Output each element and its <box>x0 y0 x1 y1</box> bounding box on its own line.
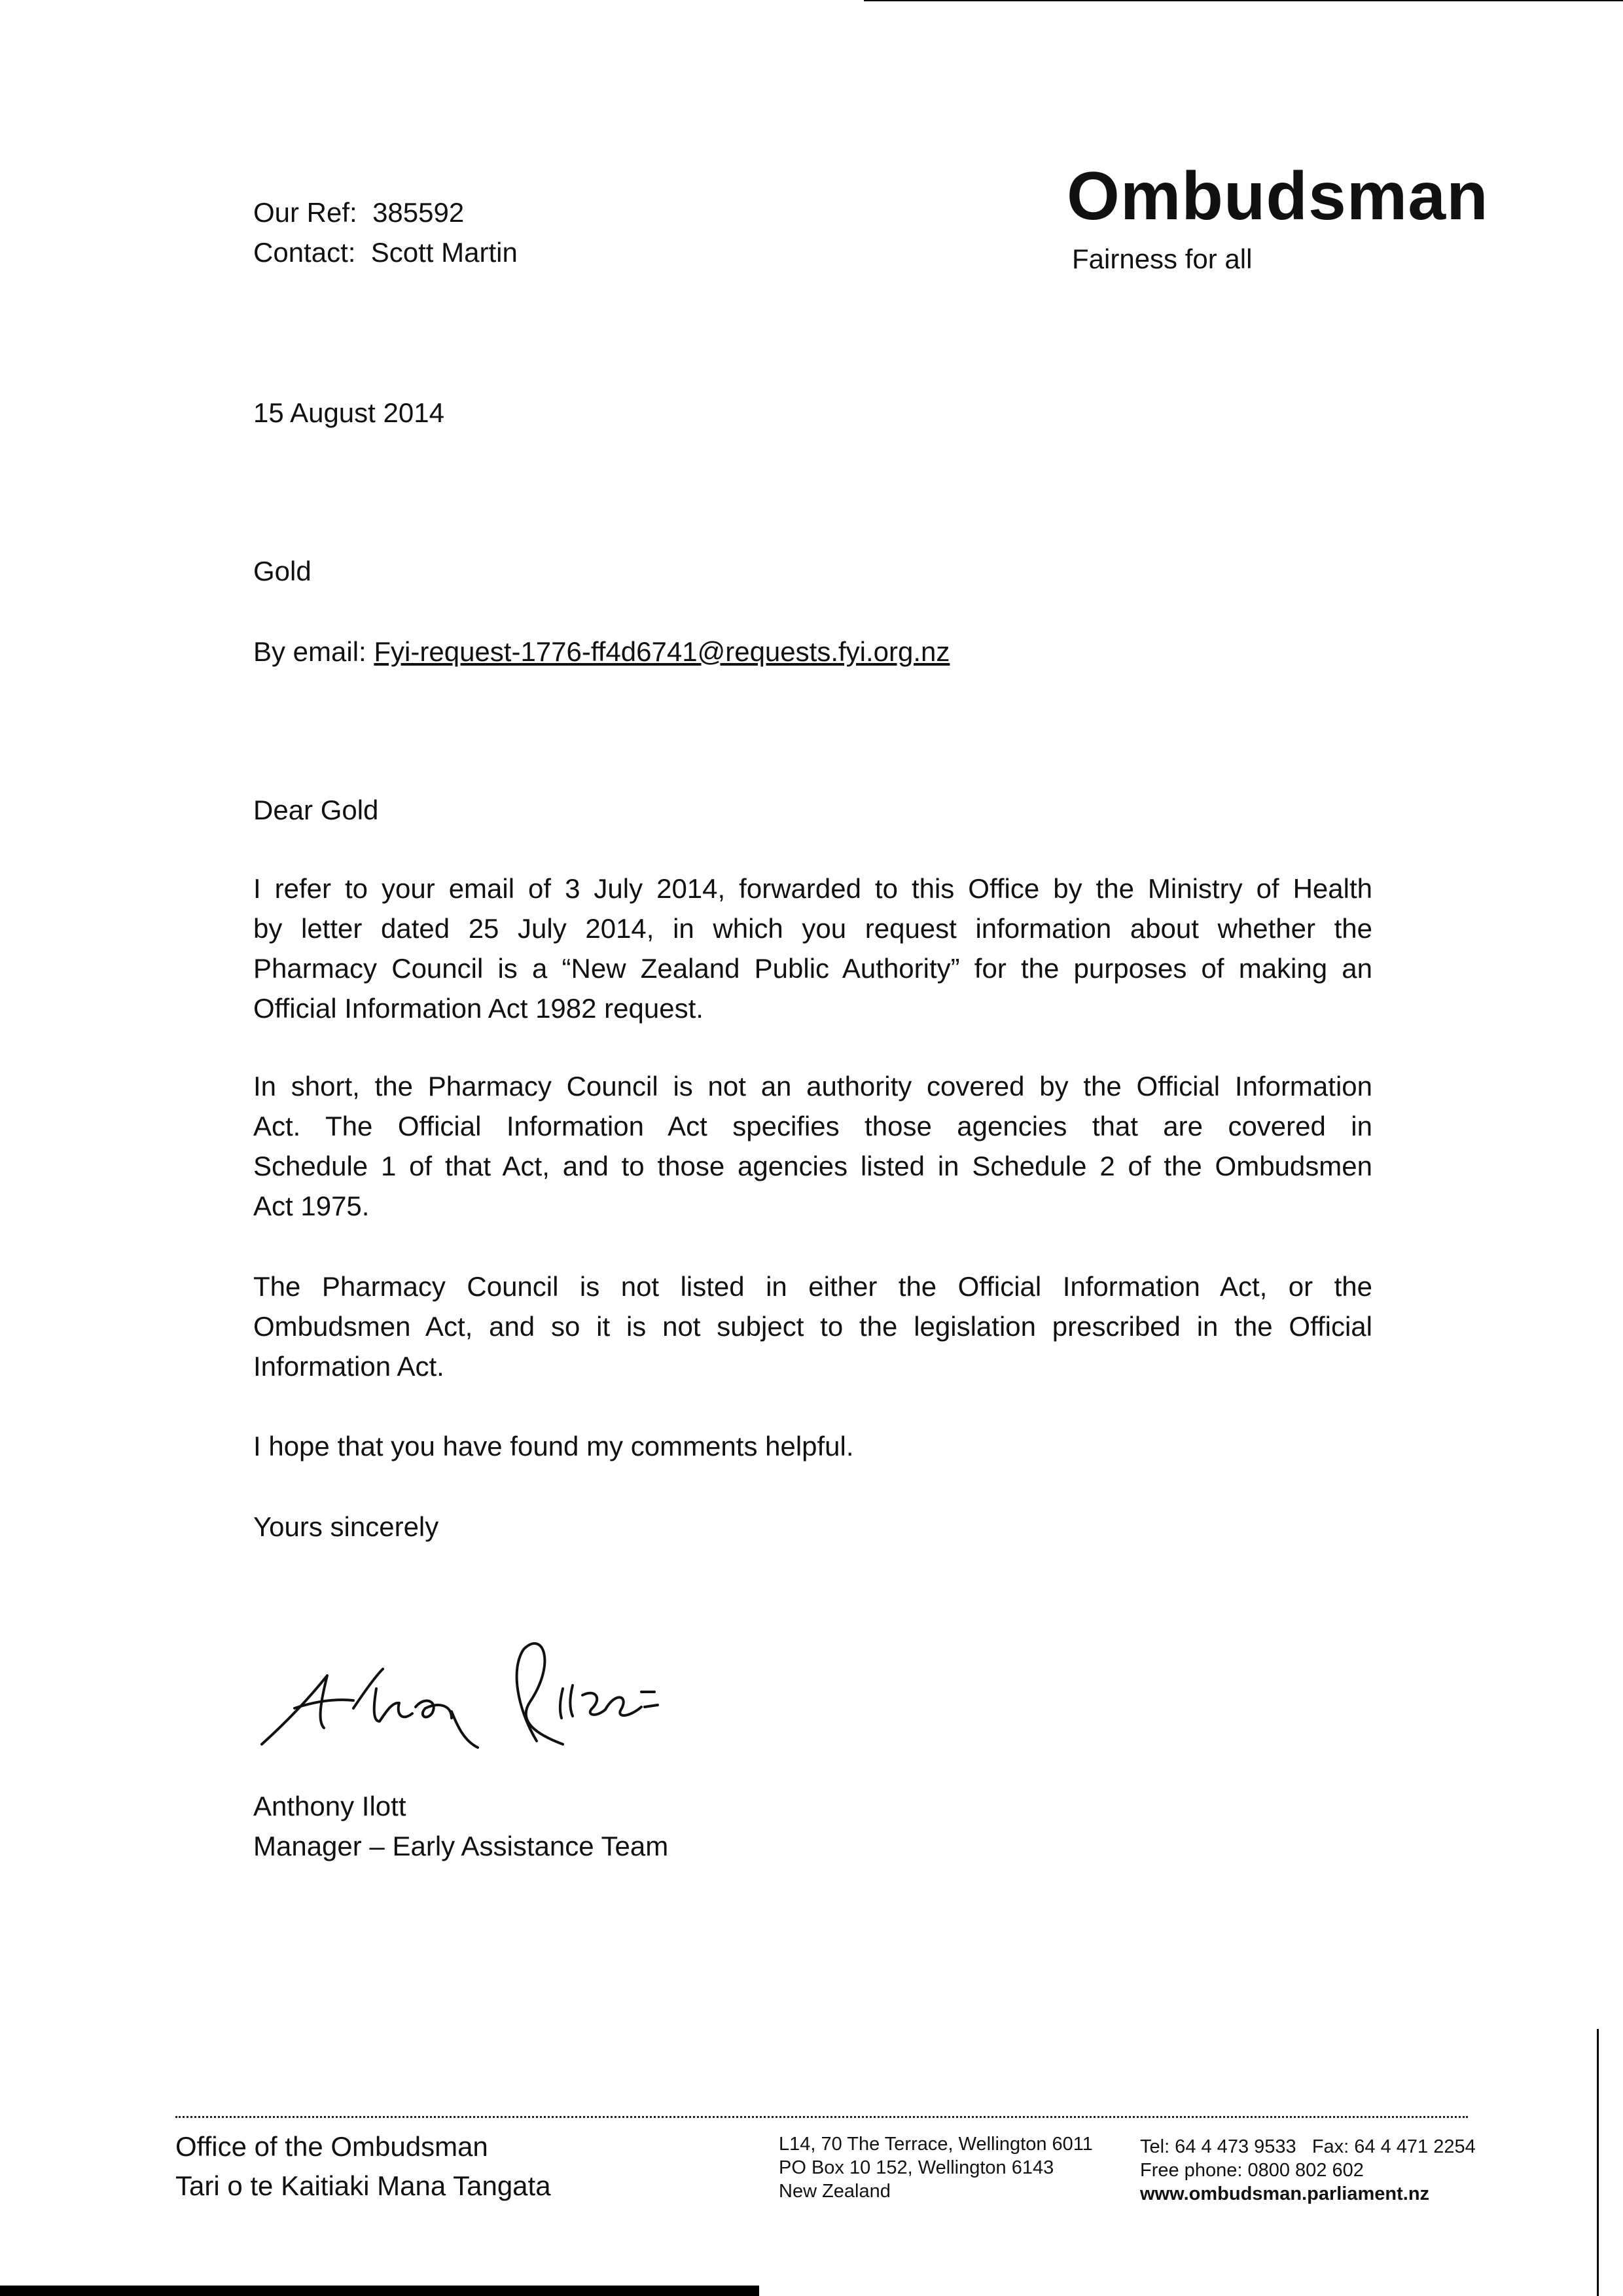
address-line: PO Box 10 152, Wellington 6143 <box>779 2157 1054 2178</box>
ref-value: 385592 <box>372 197 465 228</box>
recipient-name: Gold <box>253 556 312 586</box>
paragraph-line: The Pharmacy Council is not listed in either the Official Information Act, or the <box>253 1271 1372 1302</box>
letter-date: 15 August 2014 <box>253 397 444 428</box>
handwritten-signature <box>255 1630 713 1761</box>
scan-edge-right <box>1597 2029 1599 2296</box>
paragraph-line: Act 1975. <box>253 1191 370 1221</box>
scan-edge-bottom <box>0 2286 759 2296</box>
contact-value: Scott Martin <box>370 237 518 268</box>
scan-edge-top <box>864 0 1623 1</box>
paragraph-line: Ombudsmen Act, and so it is not subject to the legislation prescribed in the Official <box>253 1311 1372 1342</box>
footer-divider <box>175 2116 1468 2118</box>
ref-label: Our Ref: <box>253 197 357 228</box>
footer-address <box>779 2132 1093 2203</box>
contact-line <box>253 232 518 272</box>
footer-contact <box>1140 2135 1476 2206</box>
closing-line: I hope that you have found my comments helpful. <box>253 1431 854 1462</box>
free-phone-line: Free phone: 0800 802 602 <box>1140 2160 1364 2181</box>
body-paragraph-1 <box>253 869 1372 1028</box>
footer-office-mi: Tari o te Kaitiaki Mana Tangata <box>175 2170 551 2201</box>
address-line: New Zealand <box>779 2181 891 2202</box>
phone-fax-line: Tel: 64 4 473 9533 Fax: 64 4 471 2254 <box>1140 2136 1476 2157</box>
footer-office-en: Office of the Ombudsman <box>175 2131 488 2162</box>
body-paragraph-3 <box>253 1266 1372 1386</box>
ombudsman-logo: Ombudsman <box>1067 158 1489 234</box>
salutation: Dear Gold <box>253 795 379 825</box>
paragraph-line: I refer to your email of 3 July 2014, forwarded to this Office by the Ministry of Health <box>253 873 1372 904</box>
paragraph-line: Act. The Official Information Act specifies those agencies that are covered in <box>253 1111 1372 1141</box>
paragraph-line: Schedule 1 of that Act, and to those agencies listed in Schedule 2 of the Ombudsmen <box>253 1151 1372 1181</box>
body-paragraph-2 <box>253 1066 1372 1226</box>
website-link[interactable]: www.ombudsman.parliament.nz <box>1140 2183 1430 2204</box>
signatory-name: Anthony Ilott <box>253 1791 406 1821</box>
address-line: L14, 70 The Terrace, Wellington 6011 <box>779 2134 1093 2155</box>
contact-label: Contact: <box>253 237 356 268</box>
logo-tagline: Fairness for all <box>1072 243 1253 274</box>
recipient-email-line <box>253 632 950 672</box>
paragraph-line: by letter dated 25 July 2014, in which you request information about whether the <box>253 913 1372 944</box>
paragraph-line: Information Act. <box>253 1351 444 1382</box>
recipient-email-link[interactable]: Fyi-request-1776-ff4d6741@requests.fyi.org.nz <box>374 636 950 667</box>
email-label: By email: <box>253 636 366 667</box>
valediction: Yours sincerely <box>253 1511 439 1542</box>
reference-line <box>253 192 464 232</box>
paragraph-line: Pharmacy Council is a “New Zealand Public Authority” for the purposes of making an <box>253 953 1372 984</box>
paragraph-line: In short, the Pharmacy Council is not an authority covered by the Official Information <box>253 1071 1372 1102</box>
paragraph-line: Official Information Act 1982 request. <box>253 993 704 1024</box>
signatory-title: Manager – Early Assistance Team <box>253 1831 669 1861</box>
